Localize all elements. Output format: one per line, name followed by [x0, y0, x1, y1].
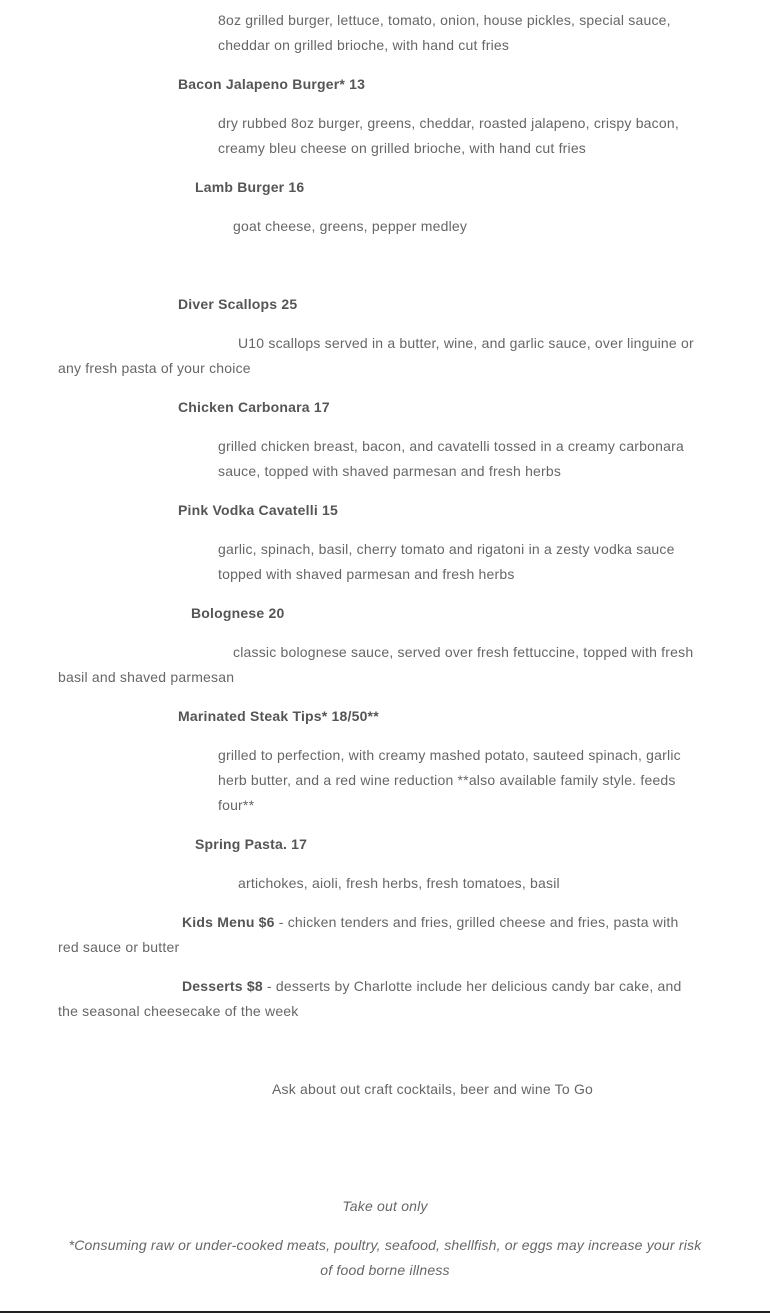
- kids-menu-line-1: [182, 910, 679, 935]
- pink-vodka-cavatelli-desc-line-2: topped with shaved parmesan and fresh herbs: [218, 566, 515, 582]
- lamb-burger-title: Lamb Burger 16: [195, 179, 305, 195]
- steak-tips-desc-line-1: grilled to perfection, with creamy mashed potato, sauteed spinach, garlic: [218, 747, 681, 763]
- pink-vodka-cavatelli-title: Pink Vodka Cavatelli 15: [178, 502, 338, 518]
- desserts-desc: - desserts by Charlotte include her delicious candy bar cake, and: [262, 978, 682, 994]
- kids-menu-desc-line-2: red sauce or butter: [58, 939, 180, 955]
- raw-food-warning-line-1: *Consuming raw or under-cooked meats, poultry, seafood, shellfish, or eggs may increase your risk: [68, 1237, 702, 1253]
- spring-pasta-title: Spring Pasta. 17: [195, 836, 308, 852]
- kids-menu-title: Kids Menu $6: [182, 914, 275, 930]
- bacon-jalapeno-desc-line-2: creamy bleu cheese on grilled brioche, with hand cut fries: [218, 140, 587, 156]
- bolognese-desc-line-2: basil and shaved parmesan: [58, 669, 235, 685]
- diver-scallops-desc-line-1: U10 scallops served in a butter, wine, and garlic sauce, over linguine or: [238, 335, 694, 351]
- steak-tips-desc-line-2: herb butter, and a red wine reduction **also available family style. feeds: [218, 772, 676, 788]
- diver-scallops-title: Diver Scallops 25: [178, 296, 298, 312]
- desserts-line-1: [182, 974, 681, 999]
- chicken-carbonara-desc-line-1: grilled chicken breast, bacon, and cavatelli tossed in a creamy carbonara: [218, 438, 684, 454]
- classic-burger-desc-line-1: 8oz grilled burger, lettuce, tomato, onion, house pickles, special sauce,: [218, 12, 671, 28]
- bacon-jalapeno-desc-line-1: dry rubbed 8oz burger, greens, cheddar, roasted jalapeno, crispy bacon,: [218, 115, 679, 131]
- kids-menu-desc: - chicken tenders and fries, grilled cheese and fries, pasta with: [274, 914, 679, 930]
- chicken-carbonara-desc-line-2: sauce, topped with shaved parmesan and fresh herbs: [218, 463, 562, 479]
- marinated-steak-tips-title: Marinated Steak Tips* 18/50**: [178, 708, 379, 724]
- desserts-title: Desserts $8: [182, 978, 263, 994]
- lamb-burger-desc: goat cheese, greens, pepper medley: [233, 218, 468, 234]
- takeout-note: Take out only: [342, 1198, 428, 1214]
- steak-tips-desc-line-3: four**: [218, 797, 255, 813]
- diver-scallops-desc-line-2: any fresh pasta of your choice: [58, 360, 251, 376]
- raw-food-warning-line-2: of food borne illness: [320, 1262, 450, 1278]
- classic-burger-desc-line-2: cheddar on grilled brioche, with hand cut fries: [218, 37, 510, 53]
- pink-vodka-cavatelli-desc-line-1: garlic, spinach, basil, cherry tomato and rigatoni in a zesty vodka sauce: [218, 541, 675, 557]
- chicken-carbonara-title: Chicken Carbonara 17: [178, 399, 330, 415]
- desserts-desc-line-2: the seasonal cheesecake of the week: [58, 1003, 299, 1019]
- bolognese-desc-line-1: classic bolognese sauce, served over fresh fettuccine, topped with fresh: [233, 644, 694, 660]
- bacon-jalapeno-burger-title: Bacon Jalapeno Burger* 13: [178, 76, 366, 92]
- spring-pasta-desc: artichokes, aioli, fresh herbs, fresh tomatoes, basil: [238, 875, 560, 891]
- bolognese-title: Bolognese 20: [191, 605, 285, 621]
- cocktails-note: Ask about out craft cocktails, beer and wine To Go: [272, 1081, 594, 1097]
